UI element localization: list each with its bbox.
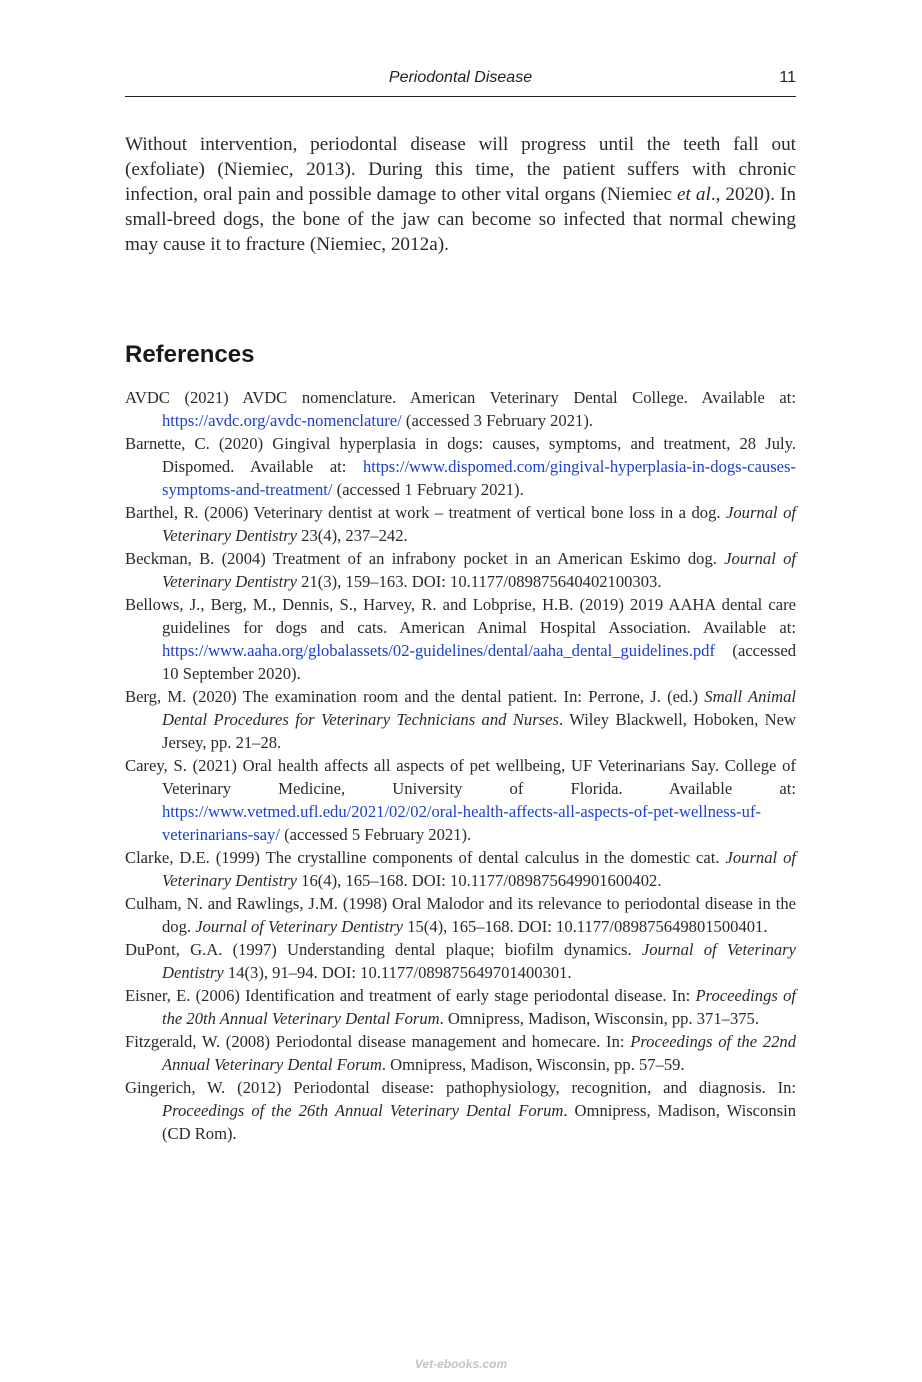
running-header-title: Periodontal Disease <box>388 69 533 86</box>
body-text-etal: et al <box>677 184 711 205</box>
reference-text: Beckman, B. (2004) Treatment of an infrabony pocket in an American Eskimo dog. <box>125 549 725 568</box>
reference-text: Culham, N. and Rawlings, J.M. (1998) Oral Malodor and its relevance to periodontal disease in the dog. <box>125 894 796 936</box>
references-list <box>125 386 796 1145</box>
reference-item <box>125 547 796 593</box>
reference-item <box>125 846 796 892</box>
reference-item <box>125 432 796 501</box>
reference-item <box>125 938 796 984</box>
reference-text: (accessed 1 February 2021). <box>332 480 524 499</box>
reference-link[interactable]: https://www.vetmed.ufl.edu/2021/02/02/oral-health-affects-all-aspects-of-pet-wellness-uf-veterinarians-say/ <box>162 802 762 844</box>
reference-text: Gingerich, W. (2012) Periodontal disease: pathophysiology, recognition, and diagnosis. In: <box>125 1078 796 1097</box>
body-text-start: Without intervention, periodontal disease will progress until the teeth fall out (exfoliate) (Niemiec, 2013). During this time, the patient suffers with chronic infection, oral pain and possible damage to other vital organs (Niemiec <box>125 134 796 205</box>
reference-journal: Proceedings of the 20th Annual Veterinary Dental Forum <box>162 986 796 1028</box>
reference-journal: Journal of Veterinary Dentistry <box>162 940 796 982</box>
reference-text: (accessed 5 February 2021). <box>279 825 472 844</box>
reference-item <box>125 1030 796 1076</box>
reference-journal: Small Animal Dental Procedures for Veterinary Technicians and Nurses <box>162 687 796 729</box>
reference-text: . Omnipress, Madison, Wisconsin, pp. 371–375. <box>439 1009 759 1028</box>
reference-link[interactable]: https://www.aaha.org/globalassets/02-guidelines/dental/aaha_dental_guidelines.pdf <box>162 641 715 660</box>
reference-text: AVDC (2021) AVDC nomenclature. American Veterinary Dental College. Available at: <box>125 388 796 407</box>
page-number: 11 <box>779 69 796 86</box>
reference-item <box>125 892 796 938</box>
reference-text: Clarke, D.E. (1999) The crystalline components of dental calculus in the domestic cat. <box>125 848 726 867</box>
reference-text: Barnette, C. (2020) Gingival hyperplasia in dogs: causes, symptoms, and treatment, 28 July. Dispomed. Available at: <box>125 434 796 476</box>
body-text-end: ., 2020). In small-breed dogs, the bone of the jaw can become so infected that normal chewing may cause it to fracture (Niemiec, 2012a). <box>125 184 796 255</box>
reference-text: Bellows, J., Berg, M., Dennis, S., Harvey, R. and Lobprise, H.B. (2019) 2019 AAHA dental care guidelines for dogs and cats. American Animal Hospital Association. Available at: <box>125 595 796 637</box>
reference-journal: Proceedings of the 26th Annual Veterinary Dental Forum <box>162 1101 564 1120</box>
reference-text: (accessed 3 February 2021). <box>401 411 593 430</box>
reference-text: 21(3), 159–163. DOI: 10.1177/089875640402100303. <box>297 572 662 591</box>
reference-item <box>125 685 796 754</box>
reference-text: . Omnipress, Madison, Wisconsin, pp. 57–59. <box>381 1055 685 1074</box>
reference-text: 23(4), 237–242. <box>297 526 408 545</box>
reference-journal: Proceedings of the 22nd Annual Veterinary Dental Forum <box>162 1032 796 1074</box>
reference-link[interactable]: https://www.dispomed.com/gingival-hyperplasia-in-dogs-causes-symptoms-and-treatment/ <box>162 457 796 499</box>
reference-text: . Wiley Blackwell, Hoboken, New Jersey, pp. 21–28. <box>162 710 796 752</box>
reference-item <box>125 501 796 547</box>
reference-journal: Journal of Veterinary Dentistry <box>195 917 404 936</box>
reference-item <box>125 593 796 685</box>
reference-text: DuPont, G.A. (1997) Understanding dental plaque; biofilm dynamics. <box>125 940 642 959</box>
running-header <box>125 66 796 97</box>
reference-text: Carey, S. (2021) Oral health affects all aspects of pet wellbeing, UF Veterinarians Say. College of Veterinary Medicine, University of Florida. Available at: <box>125 756 796 798</box>
reference-item <box>125 386 796 432</box>
reference-item <box>125 754 796 846</box>
reference-link[interactable]: https://avdc.org/avdc-nomenclature/ <box>162 411 402 430</box>
reference-item <box>125 1076 796 1145</box>
reference-text: 14(3), 91–94. DOI: 10.1177/089875649701400301. <box>223 963 572 982</box>
reference-text: Barthel, R. (2006) Veterinary dentist at work – treatment of vertical bone loss in a dog. <box>125 503 726 522</box>
reference-text: Fitzgerald, W. (2008) Periodontal disease management and homecare. In: <box>125 1032 631 1051</box>
reference-text: 16(4), 165–168. DOI: 10.1177/089875649901600402. <box>297 871 662 890</box>
reference-text: Berg, M. (2020) The examination room and the dental patient. In: Perrone, J. (ed.) <box>125 687 705 706</box>
reference-text: (accessed 10 September 2020). <box>162 641 796 683</box>
watermark-logo: Vet-ebooks.com <box>414 1357 508 1371</box>
reference-item <box>125 984 796 1030</box>
reference-text: 15(4), 165–168. DOI: 10.1177/089875649801500401. <box>403 917 768 936</box>
body-paragraph <box>125 132 796 257</box>
references-heading: References <box>125 341 255 368</box>
reference-journal: Journal of Veterinary Dentistry <box>162 549 796 591</box>
reference-journal: Journal of Veterinary Dentistry <box>162 848 796 890</box>
reference-text: . Omnipress, Madison, Wisconsin (CD Rom). <box>162 1101 797 1143</box>
reference-text: Eisner, E. (2006) Identification and treatment of early stage periodontal disease. In: <box>125 986 696 1005</box>
reference-journal: Journal of Veterinary Dentistry <box>162 503 796 545</box>
